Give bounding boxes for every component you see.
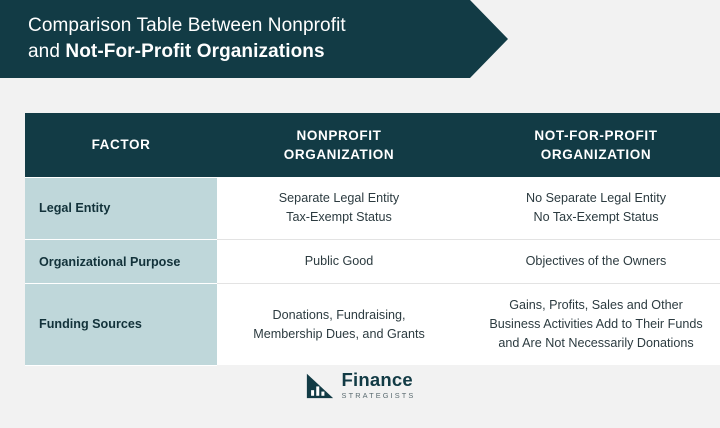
column-header-not-for-profit-line-1: NOT-FOR-PROFIT	[534, 128, 658, 143]
cell-text-line: Membership Dues, and Grants	[253, 326, 425, 341]
cell-text-line: Gains, Profits, Sales and Other	[509, 298, 683, 312]
cell-legal-entity-nonprofit	[217, 177, 461, 240]
brand-tagline: STRATEGISTS	[341, 390, 416, 400]
cell-text-line: Donations, Fundraising,	[272, 307, 406, 322]
cell-text-line: No Tax-Exempt Status	[533, 210, 659, 224]
table-row	[25, 284, 720, 366]
header-title-line-2	[28, 39, 430, 65]
cell-organizational-purpose-not-for-profit: Objectives of the Owners	[461, 240, 720, 284]
header-title-line-2-prefix: and	[28, 41, 66, 62]
brand-logo	[0, 370, 720, 400]
row-label-funding-sources: Funding Sources	[25, 284, 217, 366]
comparison-table-container	[25, 113, 703, 366]
table-row	[25, 240, 720, 284]
table-header	[25, 113, 720, 177]
header-title-line-1: Comparison Table Between Nonprofit	[28, 15, 346, 36]
column-header-factor: FACTOR	[25, 113, 217, 177]
row-label-legal-entity: Legal Entity	[25, 177, 217, 240]
cell-organizational-purpose-nonprofit: Public Good	[217, 240, 461, 284]
table-body	[25, 177, 720, 365]
cell-text-line: Separate Legal Entity	[278, 191, 400, 205]
cell-text-line: Business Activities Add to Their Funds	[489, 317, 703, 331]
table-row	[25, 177, 720, 240]
table-header-row	[25, 113, 720, 177]
header-title-line-2-emphasis: Not-For-Profit Organizations	[65, 41, 325, 62]
column-header-not-for-profit-line-2: ORGANIZATION	[540, 147, 652, 162]
cell-legal-entity-not-for-profit	[461, 177, 720, 240]
column-header-nonprofit	[217, 113, 461, 177]
comparison-table	[25, 113, 720, 366]
finance-strategists-bar-chart-icon	[305, 370, 335, 400]
cell-text-line: No Separate Legal Entity	[525, 191, 667, 205]
cell-funding-sources-not-for-profit	[461, 284, 720, 366]
brand-logo-text	[342, 371, 416, 399]
column-header-not-for-profit	[461, 113, 720, 177]
cell-text-line: and Are Not Necessarily Donations	[498, 336, 694, 350]
header-banner	[0, 0, 470, 78]
brand-name: Finance	[341, 369, 413, 391]
cell-funding-sources-nonprofit	[217, 284, 461, 366]
row-label-organizational-purpose: Organizational Purpose	[25, 240, 217, 284]
column-header-nonprofit-line-1: NONPROFIT	[296, 128, 382, 143]
column-header-nonprofit-line-2: ORGANIZATION	[283, 147, 395, 162]
brand-logo-inner	[305, 370, 416, 400]
cell-text-line: Tax-Exempt Status	[286, 210, 392, 224]
